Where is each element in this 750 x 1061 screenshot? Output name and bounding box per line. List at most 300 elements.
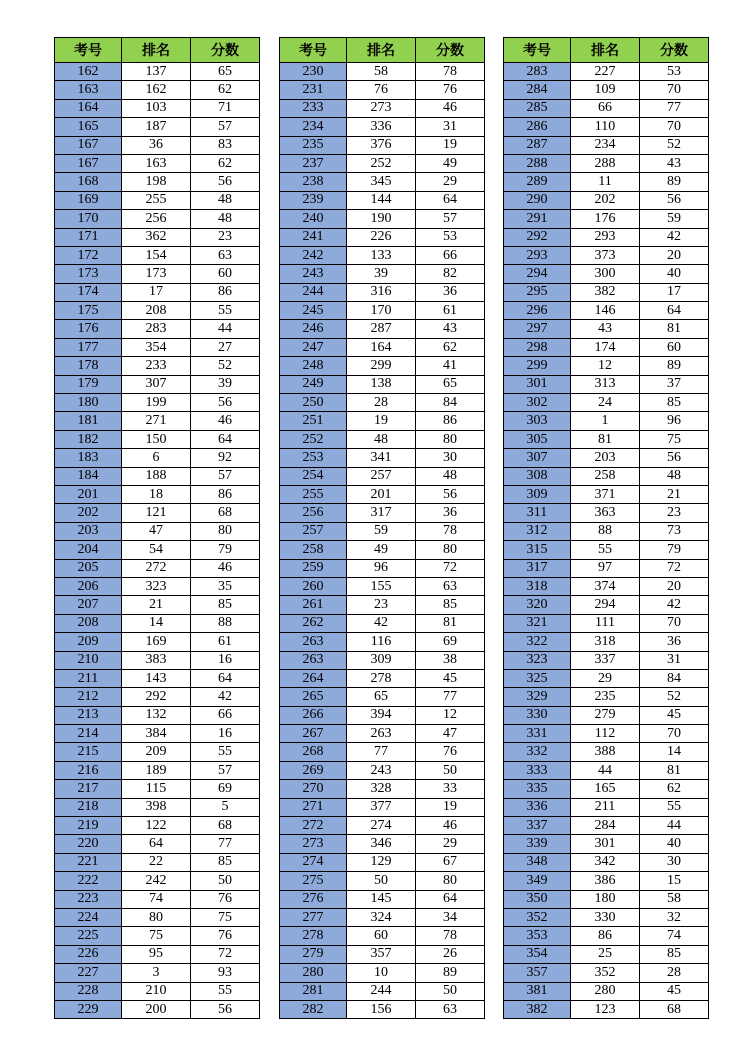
cell-score: 31 — [640, 651, 709, 669]
cell-score: 38 — [416, 651, 485, 669]
cell-rank: 28 — [347, 394, 416, 412]
table-row — [504, 559, 709, 577]
table-row — [280, 706, 485, 724]
cell-exam-id: 287 — [504, 136, 571, 154]
table-row — [55, 283, 260, 301]
cell-exam-id: 350 — [504, 890, 571, 908]
cell-exam-id: 277 — [280, 908, 347, 926]
table-row — [55, 908, 260, 926]
cell-rank: 263 — [347, 725, 416, 743]
cell-score: 42 — [640, 596, 709, 614]
table-row — [55, 412, 260, 430]
table-row — [504, 614, 709, 632]
cell-exam-id: 311 — [504, 504, 571, 522]
cell-rank: 386 — [571, 872, 640, 890]
cell-score: 20 — [640, 577, 709, 595]
cell-exam-id: 252 — [280, 430, 347, 448]
cell-exam-id: 210 — [55, 651, 122, 669]
table-row — [504, 118, 709, 136]
cell-exam-id: 163 — [55, 81, 122, 99]
cell-score: 29 — [416, 173, 485, 191]
cell-rank: 174 — [571, 338, 640, 356]
table-row — [504, 63, 709, 81]
cell-rank: 76 — [347, 81, 416, 99]
cell-score: 16 — [191, 651, 260, 669]
cell-rank: 1 — [571, 412, 640, 430]
cell-exam-id: 332 — [504, 743, 571, 761]
table-row — [280, 835, 485, 853]
cell-score: 50 — [191, 872, 260, 890]
cell-score: 52 — [191, 357, 260, 375]
cell-exam-id: 235 — [280, 136, 347, 154]
cell-score: 14 — [640, 743, 709, 761]
cell-score: 57 — [191, 118, 260, 136]
cell-rank: 255 — [122, 191, 191, 209]
cell-score: 46 — [191, 412, 260, 430]
cell-score: 37 — [640, 375, 709, 393]
cell-score: 19 — [416, 136, 485, 154]
cell-score: 59 — [640, 210, 709, 228]
header-exam-id: 考号 — [504, 38, 571, 63]
cell-rank: 244 — [347, 982, 416, 1000]
cell-rank: 86 — [571, 927, 640, 945]
cell-exam-id: 305 — [504, 430, 571, 448]
cell-rank: 316 — [347, 283, 416, 301]
cell-score: 69 — [191, 780, 260, 798]
cell-rank: 394 — [347, 706, 416, 724]
table-row — [55, 99, 260, 117]
cell-score: 76 — [416, 81, 485, 99]
cell-exam-id: 175 — [55, 302, 122, 320]
cell-rank: 180 — [571, 890, 640, 908]
table-row — [55, 669, 260, 687]
cell-rank: 133 — [347, 246, 416, 264]
table-row — [55, 394, 260, 412]
cell-rank: 272 — [122, 559, 191, 577]
header-row — [280, 38, 485, 63]
header-score: 分数 — [191, 38, 260, 63]
cell-exam-id: 231 — [280, 81, 347, 99]
cell-exam-id: 168 — [55, 173, 122, 191]
cell-rank: 138 — [347, 375, 416, 393]
cell-score: 36 — [416, 504, 485, 522]
table-row — [280, 467, 485, 485]
cell-exam-id: 251 — [280, 412, 347, 430]
cell-score: 64 — [416, 890, 485, 908]
cell-exam-id: 179 — [55, 375, 122, 393]
cell-exam-id: 266 — [280, 706, 347, 724]
cell-rank: 164 — [347, 338, 416, 356]
table-row — [280, 191, 485, 209]
cell-rank: 155 — [347, 577, 416, 595]
table-row — [55, 320, 260, 338]
cell-exam-id: 244 — [280, 283, 347, 301]
table-row — [504, 191, 709, 209]
cell-exam-id: 357 — [504, 964, 571, 982]
cell-score: 77 — [191, 835, 260, 853]
cell-exam-id: 257 — [280, 522, 347, 540]
cell-rank: 376 — [347, 136, 416, 154]
cell-rank: 156 — [347, 1000, 416, 1018]
cell-score: 93 — [191, 964, 260, 982]
cell-score: 12 — [416, 706, 485, 724]
table-row — [55, 596, 260, 614]
table-row — [504, 577, 709, 595]
cell-rank: 352 — [571, 964, 640, 982]
table-row — [280, 577, 485, 595]
cell-exam-id: 330 — [504, 706, 571, 724]
table-row — [280, 927, 485, 945]
cell-exam-id: 296 — [504, 302, 571, 320]
cell-score: 62 — [640, 780, 709, 798]
table-row — [55, 136, 260, 154]
cell-exam-id: 274 — [280, 853, 347, 871]
cell-rank: 234 — [571, 136, 640, 154]
cell-exam-id: 230 — [280, 63, 347, 81]
cell-rank: 345 — [347, 173, 416, 191]
cell-rank: 190 — [347, 210, 416, 228]
cell-exam-id: 221 — [55, 853, 122, 871]
cell-exam-id: 237 — [280, 154, 347, 172]
cell-rank: 201 — [347, 485, 416, 503]
cell-exam-id: 242 — [280, 246, 347, 264]
table-row — [504, 651, 709, 669]
cell-exam-id: 289 — [504, 173, 571, 191]
cell-exam-id: 213 — [55, 706, 122, 724]
cell-score: 79 — [191, 541, 260, 559]
cell-score: 46 — [416, 99, 485, 117]
cell-exam-id: 333 — [504, 761, 571, 779]
cell-rank: 210 — [122, 982, 191, 1000]
cell-score: 75 — [640, 430, 709, 448]
cell-score: 76 — [416, 743, 485, 761]
cell-exam-id: 264 — [280, 669, 347, 687]
table-row — [55, 706, 260, 724]
table-row — [55, 614, 260, 632]
cell-exam-id: 246 — [280, 320, 347, 338]
table-row — [55, 338, 260, 356]
cell-exam-id: 298 — [504, 338, 571, 356]
cell-rank: 165 — [571, 780, 640, 798]
cell-exam-id: 226 — [55, 945, 122, 963]
cell-score: 43 — [640, 154, 709, 172]
cell-exam-id: 248 — [280, 357, 347, 375]
cell-exam-id: 325 — [504, 669, 571, 687]
table-row — [55, 651, 260, 669]
table-row — [504, 173, 709, 191]
table-row — [504, 688, 709, 706]
cell-rank: 324 — [347, 908, 416, 926]
table-row — [280, 320, 485, 338]
table-row — [280, 761, 485, 779]
cell-exam-id: 321 — [504, 614, 571, 632]
cell-exam-id: 352 — [504, 908, 571, 926]
table-row — [280, 449, 485, 467]
cell-rank: 81 — [571, 430, 640, 448]
cell-score: 21 — [640, 485, 709, 503]
table-row — [55, 559, 260, 577]
table-row — [280, 63, 485, 81]
cell-score: 48 — [416, 467, 485, 485]
table-row — [280, 357, 485, 375]
cell-score: 40 — [640, 835, 709, 853]
cell-rank: 211 — [571, 798, 640, 816]
table-row — [280, 302, 485, 320]
table-row — [280, 817, 485, 835]
cell-exam-id: 167 — [55, 136, 122, 154]
cell-score: 50 — [416, 761, 485, 779]
cell-rank: 60 — [347, 927, 416, 945]
cell-score: 48 — [191, 191, 260, 209]
header-rank: 排名 — [122, 38, 191, 63]
cell-rank: 129 — [347, 853, 416, 871]
cell-exam-id: 268 — [280, 743, 347, 761]
table-row — [504, 633, 709, 651]
cell-exam-id: 307 — [504, 449, 571, 467]
cell-exam-id: 234 — [280, 118, 347, 136]
table-row — [504, 449, 709, 467]
cell-exam-id: 299 — [504, 357, 571, 375]
header-exam-id: 考号 — [55, 38, 122, 63]
cell-score: 64 — [416, 191, 485, 209]
cell-score: 61 — [191, 633, 260, 651]
table-row — [280, 375, 485, 393]
cell-exam-id: 320 — [504, 596, 571, 614]
table-row — [55, 63, 260, 81]
cell-rank: 273 — [347, 99, 416, 117]
table-row — [280, 265, 485, 283]
cell-score: 89 — [416, 964, 485, 982]
cell-exam-id: 238 — [280, 173, 347, 191]
table-row — [504, 522, 709, 540]
cell-exam-id: 302 — [504, 394, 571, 412]
cell-rank: 202 — [571, 191, 640, 209]
cell-exam-id: 214 — [55, 725, 122, 743]
table-row — [504, 412, 709, 430]
cell-exam-id: 353 — [504, 927, 571, 945]
cell-score: 39 — [191, 375, 260, 393]
cell-score: 48 — [640, 467, 709, 485]
cell-rank: 187 — [122, 118, 191, 136]
table-row — [280, 853, 485, 871]
table-row — [280, 559, 485, 577]
cell-rank: 48 — [347, 430, 416, 448]
cell-rank: 243 — [347, 761, 416, 779]
cell-rank: 337 — [571, 651, 640, 669]
cell-exam-id: 173 — [55, 265, 122, 283]
cell-rank: 292 — [122, 688, 191, 706]
cell-exam-id: 205 — [55, 559, 122, 577]
cell-rank: 22 — [122, 853, 191, 871]
table-row — [280, 118, 485, 136]
cell-score: 85 — [416, 596, 485, 614]
cell-rank: 137 — [122, 63, 191, 81]
header-rank: 排名 — [347, 38, 416, 63]
cell-rank: 280 — [571, 982, 640, 1000]
cell-rank: 235 — [571, 688, 640, 706]
table-row — [55, 872, 260, 890]
cell-rank: 363 — [571, 504, 640, 522]
cell-score: 67 — [416, 853, 485, 871]
table-row — [280, 99, 485, 117]
cell-score: 34 — [416, 908, 485, 926]
cell-exam-id: 183 — [55, 449, 122, 467]
cell-score: 56 — [191, 173, 260, 191]
cell-rank: 382 — [571, 283, 640, 301]
table-row — [504, 853, 709, 871]
cell-rank: 257 — [347, 467, 416, 485]
cell-score: 65 — [416, 375, 485, 393]
table-row — [504, 669, 709, 687]
cell-rank: 77 — [347, 743, 416, 761]
cell-score: 42 — [191, 688, 260, 706]
cell-rank: 43 — [571, 320, 640, 338]
cell-score: 57 — [191, 761, 260, 779]
cell-score: 62 — [191, 154, 260, 172]
table-row — [280, 908, 485, 926]
cell-rank: 112 — [571, 725, 640, 743]
cell-score: 76 — [191, 927, 260, 945]
cell-score: 65 — [191, 63, 260, 81]
cell-exam-id: 225 — [55, 927, 122, 945]
cell-score: 81 — [640, 761, 709, 779]
header-row — [55, 38, 260, 63]
cell-score: 41 — [416, 357, 485, 375]
cell-score: 49 — [416, 154, 485, 172]
cell-rank: 163 — [122, 154, 191, 172]
cell-rank: 252 — [347, 154, 416, 172]
cell-exam-id: 203 — [55, 522, 122, 540]
cell-rank: 170 — [347, 302, 416, 320]
cell-exam-id: 288 — [504, 154, 571, 172]
cell-exam-id: 208 — [55, 614, 122, 632]
table-row — [55, 449, 260, 467]
cell-rank: 80 — [122, 908, 191, 926]
cell-exam-id: 315 — [504, 541, 571, 559]
table-row — [504, 283, 709, 301]
table-row — [504, 798, 709, 816]
cell-exam-id: 279 — [280, 945, 347, 963]
cell-rank: 29 — [571, 669, 640, 687]
cell-score: 23 — [191, 228, 260, 246]
cell-score: 56 — [191, 1000, 260, 1018]
cell-rank: 110 — [571, 118, 640, 136]
table-row — [504, 706, 709, 724]
cell-rank: 283 — [122, 320, 191, 338]
cell-score: 35 — [191, 577, 260, 595]
cell-rank: 109 — [571, 81, 640, 99]
cell-exam-id: 184 — [55, 467, 122, 485]
table-row — [504, 265, 709, 283]
table-row — [280, 614, 485, 632]
cell-score: 47 — [416, 725, 485, 743]
cell-score: 92 — [191, 449, 260, 467]
cell-rank: 226 — [347, 228, 416, 246]
table-row — [280, 136, 485, 154]
cell-exam-id: 178 — [55, 357, 122, 375]
cell-score: 60 — [191, 265, 260, 283]
cell-score: 48 — [191, 210, 260, 228]
cell-rank: 313 — [571, 375, 640, 393]
cell-rank: 398 — [122, 798, 191, 816]
cell-exam-id: 165 — [55, 118, 122, 136]
table-row — [504, 725, 709, 743]
table-row — [55, 173, 260, 191]
score-table-2 — [279, 37, 485, 1019]
cell-rank: 328 — [347, 780, 416, 798]
cell-score: 70 — [640, 614, 709, 632]
table-row — [504, 890, 709, 908]
cell-score: 31 — [416, 118, 485, 136]
cell-score: 55 — [191, 743, 260, 761]
cell-score: 46 — [416, 817, 485, 835]
table-row — [55, 835, 260, 853]
table-row — [280, 982, 485, 1000]
cell-score: 16 — [191, 725, 260, 743]
cell-exam-id: 301 — [504, 375, 571, 393]
cell-exam-id: 348 — [504, 853, 571, 871]
cell-exam-id: 294 — [504, 265, 571, 283]
cell-score: 70 — [640, 81, 709, 99]
cell-rank: 373 — [571, 246, 640, 264]
table-row — [55, 890, 260, 908]
cell-exam-id: 292 — [504, 228, 571, 246]
header-score: 分数 — [416, 38, 485, 63]
cell-rank: 336 — [347, 118, 416, 136]
cell-rank: 354 — [122, 338, 191, 356]
table-row — [504, 982, 709, 1000]
cell-exam-id: 335 — [504, 780, 571, 798]
table-row — [55, 927, 260, 945]
table-row — [504, 872, 709, 890]
cell-exam-id: 309 — [504, 485, 571, 503]
score-table-1 — [54, 37, 260, 1019]
cell-score: 80 — [416, 872, 485, 890]
table-row — [504, 945, 709, 963]
cell-score: 53 — [416, 228, 485, 246]
cell-exam-id: 182 — [55, 430, 122, 448]
table-row — [55, 118, 260, 136]
cell-score: 44 — [640, 817, 709, 835]
table-row — [55, 375, 260, 393]
table-row — [280, 725, 485, 743]
cell-rank: 293 — [571, 228, 640, 246]
table-row — [55, 743, 260, 761]
cell-score: 60 — [640, 338, 709, 356]
cell-rank: 383 — [122, 651, 191, 669]
cell-rank: 11 — [571, 173, 640, 191]
table-row — [504, 394, 709, 412]
table-row — [280, 228, 485, 246]
cell-rank: 24 — [571, 394, 640, 412]
cell-exam-id: 220 — [55, 835, 122, 853]
cell-rank: 3 — [122, 964, 191, 982]
cell-score: 56 — [640, 191, 709, 209]
table-row — [504, 375, 709, 393]
cell-rank: 357 — [347, 945, 416, 963]
cell-exam-id: 204 — [55, 541, 122, 559]
cell-rank: 307 — [122, 375, 191, 393]
table-row — [280, 210, 485, 228]
cell-rank: 203 — [571, 449, 640, 467]
cell-score: 82 — [416, 265, 485, 283]
cell-rank: 342 — [571, 853, 640, 871]
cell-rank: 95 — [122, 945, 191, 963]
cell-score: 77 — [416, 688, 485, 706]
table-row — [504, 467, 709, 485]
table-row — [504, 99, 709, 117]
cell-score: 66 — [191, 706, 260, 724]
